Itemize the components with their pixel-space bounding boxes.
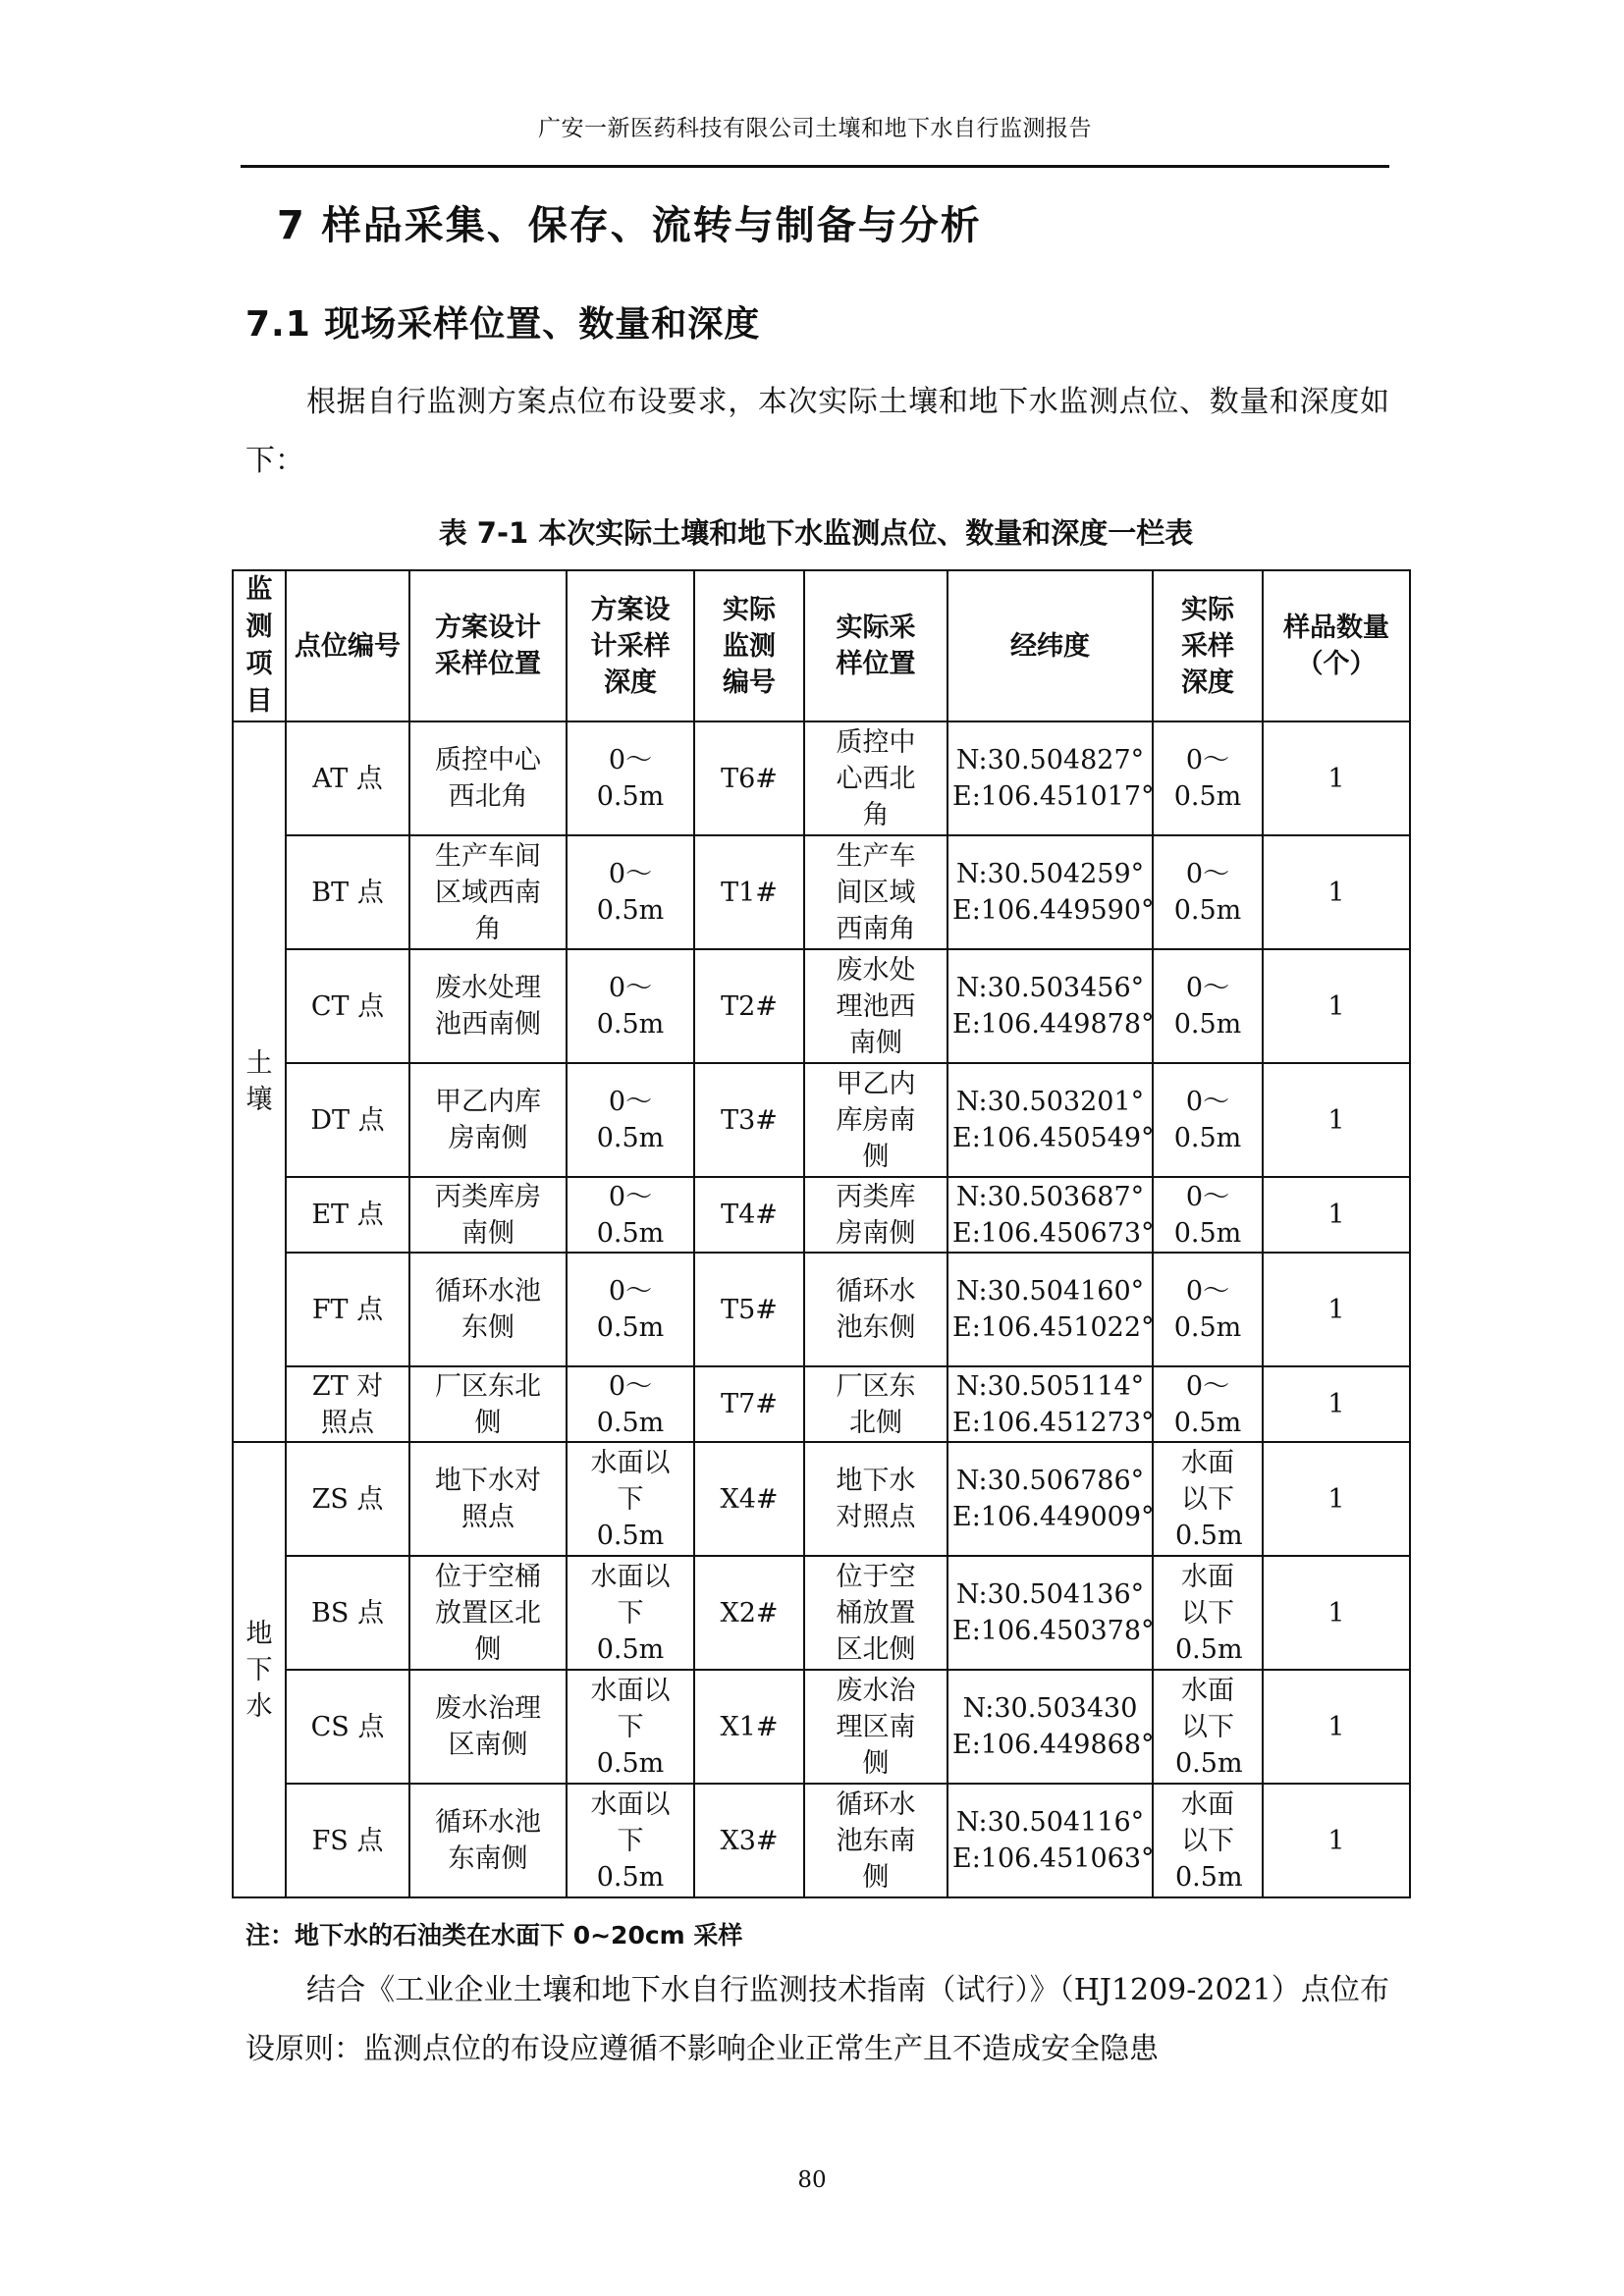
cell-design-depth: 0～0.5m xyxy=(567,1253,694,1366)
cell-design-depth: 水面以下 0.5m xyxy=(567,1556,694,1670)
cell-actual-location: 循环水池东南侧 xyxy=(804,1784,947,1897)
cell-lon: E:106.449009° xyxy=(952,1502,1155,1532)
cell-design-depth: 0～0.5m xyxy=(567,949,694,1063)
table-row xyxy=(233,1063,1410,1177)
cell-actual-depth: 0～0.5m xyxy=(1153,1063,1263,1177)
cell-actual-code: T7# xyxy=(694,1366,804,1442)
cell-point: ZT 对照点 xyxy=(286,1366,409,1442)
cell-coords xyxy=(947,835,1153,949)
cell-count: 1 xyxy=(1263,949,1410,1063)
cell-lat: N:30.503201° xyxy=(955,1087,1145,1117)
cell-point: BS 点 xyxy=(286,1556,409,1670)
cell-actual-code: X1# xyxy=(694,1670,804,1784)
cell-count: 1 xyxy=(1263,1784,1410,1897)
cell-actual-code: X2# xyxy=(694,1556,804,1670)
cell-lat: N:30.504259° xyxy=(955,859,1145,889)
cell-lat: N:30.504116° xyxy=(955,1807,1145,1838)
cell-lat: N:30.506786° xyxy=(955,1466,1145,1496)
header-rule xyxy=(241,165,1389,168)
cell-count: 1 xyxy=(1263,1177,1410,1253)
group-groundwater: 地下水 xyxy=(233,1442,286,1897)
header-actual-code: 实际监测编号 xyxy=(694,570,804,721)
table-row xyxy=(233,835,1410,949)
cell-actual-depth: 0～0.5m xyxy=(1153,949,1263,1063)
cell-actual-code: X3# xyxy=(694,1784,804,1897)
cell-design-location: 厂区东北侧 xyxy=(409,1366,567,1442)
cell-coords xyxy=(947,1177,1153,1253)
cell-design-depth: 0～0.5m xyxy=(567,1177,694,1253)
cell-lon: E:106.450673° xyxy=(952,1217,1155,1249)
cell-lat: N:30.504827° xyxy=(955,745,1145,775)
cell-coords xyxy=(947,1670,1153,1784)
monitoring-table xyxy=(232,569,1411,1898)
cell-lat: N:30.504160° xyxy=(955,1276,1145,1307)
cell-coords xyxy=(947,1253,1153,1366)
chapter-title: 7 样品采集、保存、流转与制备与分析 xyxy=(277,203,982,248)
cell-lon: E:106.451273° xyxy=(952,1407,1155,1438)
cell-actual-location: 质控中心西北角 xyxy=(804,721,947,835)
cell-count: 1 xyxy=(1263,1063,1410,1177)
header-count: 样品数量（个） xyxy=(1263,570,1410,721)
cell-actual-depth: 0～0.5m xyxy=(1153,1366,1263,1442)
cell-lon: E:106.451017° xyxy=(952,781,1155,812)
cell-lat: N:30.504136° xyxy=(955,1579,1145,1610)
cell-lon: E:106.451063° xyxy=(952,1843,1155,1874)
header-actual-depth: 实际采样深度 xyxy=(1153,570,1263,721)
header-coords: 经纬度 xyxy=(947,570,1153,721)
cell-coords xyxy=(947,1366,1153,1442)
cell-actual-location: 循环水池东侧 xyxy=(804,1253,947,1366)
table-row xyxy=(233,1784,1410,1897)
table-row xyxy=(233,1442,1410,1556)
cell-coords xyxy=(947,1063,1153,1177)
cell-count: 1 xyxy=(1263,1366,1410,1442)
cell-point: CT 点 xyxy=(286,949,409,1063)
cell-point: AT 点 xyxy=(286,721,409,835)
cell-lat: N:30.503687° xyxy=(955,1181,1145,1212)
cell-coords xyxy=(947,721,1153,835)
cell-design-location: 丙类库房南侧 xyxy=(409,1177,567,1253)
table-row xyxy=(233,1366,1410,1442)
cell-actual-depth: 0～0.5m xyxy=(1153,1177,1263,1253)
cell-actual-location: 厂区东北侧 xyxy=(804,1366,947,1442)
cell-actual-code: X4# xyxy=(694,1442,804,1556)
header-design-depth: 方案设计采样深度 xyxy=(567,570,694,721)
cell-count: 1 xyxy=(1263,1253,1410,1366)
cell-coords xyxy=(947,949,1153,1063)
table-row xyxy=(233,1253,1410,1366)
cell-design-location: 甲乙内库房南侧 xyxy=(409,1063,567,1177)
cell-actual-location: 地下水对照点 xyxy=(804,1442,947,1556)
cell-point: CS 点 xyxy=(286,1670,409,1784)
cell-actual-location: 废水处理池西南侧 xyxy=(804,949,947,1063)
cell-actual-code: T5# xyxy=(694,1253,804,1366)
intro-paragraph: 根据自行监测方案点位布设要求，本次实际土壤和地下水监测点位、数量和深度如下： xyxy=(245,385,1389,478)
table-row xyxy=(233,949,1410,1063)
cell-lon: E:106.449878° xyxy=(952,1009,1155,1040)
cell-point: DT 点 xyxy=(286,1063,409,1177)
cell-design-location: 位于空桶放置区北侧 xyxy=(409,1556,567,1670)
header-item: 监测项目 xyxy=(233,570,286,721)
table-row xyxy=(233,1177,1410,1253)
page-number: 80 xyxy=(797,2167,827,2193)
cell-actual-code: T6# xyxy=(694,721,804,835)
table-row xyxy=(233,1670,1410,1784)
cell-actual-depth: 水面以下 0.5m xyxy=(1153,1670,1263,1784)
cell-design-location: 循环水池东侧 xyxy=(409,1253,567,1366)
cell-actual-location: 丙类库房南侧 xyxy=(804,1177,947,1253)
cell-design-depth: 水面以下 0.5m xyxy=(567,1670,694,1784)
cell-actual-depth: 水面以下 0.5m xyxy=(1153,1784,1263,1897)
group-soil: 土壤 xyxy=(233,721,286,1442)
cell-actual-depth: 0～0.5m xyxy=(1153,1253,1263,1366)
header-point: 点位编号 xyxy=(286,570,409,721)
cell-actual-depth: 水面以下 0.5m xyxy=(1153,1442,1263,1556)
cell-actual-location: 废水治理区南侧 xyxy=(804,1670,947,1784)
table-row xyxy=(233,1556,1410,1670)
header-design-location: 方案设计采样位置 xyxy=(409,570,567,721)
table-caption: 表 7-1 本次实际土壤和地下水监测点位、数量和深度一栏表 xyxy=(438,516,1194,550)
cell-count: 1 xyxy=(1263,1442,1410,1556)
cell-lon: E:106.451022° xyxy=(952,1312,1155,1343)
cell-design-location: 废水治理区南侧 xyxy=(409,1670,567,1784)
cell-design-location: 生产车间区域西南角 xyxy=(409,835,567,949)
page-header: 广安一新医药科技有限公司土壤和地下水自行监测报告 xyxy=(538,116,1092,141)
cell-point: ZS 点 xyxy=(286,1442,409,1556)
cell-design-location: 循环水池东南侧 xyxy=(409,1784,567,1897)
body-paragraph: 结合《工业企业土壤和地下水自行监测技术指南（试行）》（HJ1209-2021）点位布设原则：监测点位的布设应遵循不影响企业正常生产且不造成安全隐患 xyxy=(245,1973,1389,2066)
header-actual-location: 实际采样位置 xyxy=(804,570,947,721)
cell-design-depth: 0～0.5m xyxy=(567,1366,694,1442)
cell-coords xyxy=(947,1784,1153,1897)
cell-lat: N:30.505114° xyxy=(955,1370,1145,1402)
cell-actual-location: 生产车间区域西南角 xyxy=(804,835,947,949)
cell-actual-location: 甲乙内库房南侧 xyxy=(804,1063,947,1177)
cell-actual-code: T1# xyxy=(694,835,804,949)
table-row xyxy=(233,721,1410,835)
cell-lon: E:106.450378° xyxy=(952,1616,1155,1646)
cell-count: 1 xyxy=(1263,721,1410,835)
table-header-row xyxy=(233,570,1410,721)
cell-point: FS 点 xyxy=(286,1784,409,1897)
cell-actual-depth: 水面以下 0.5m xyxy=(1153,1556,1263,1670)
cell-design-depth: 水面以下 0.5m xyxy=(567,1784,694,1897)
cell-lon: E:106.450549° xyxy=(952,1123,1155,1153)
cell-actual-depth: 0～0.5m xyxy=(1153,721,1263,835)
cell-actual-code: T3# xyxy=(694,1063,804,1177)
cell-actual-code: T4# xyxy=(694,1177,804,1253)
cell-lon: E:106.449868° xyxy=(952,1730,1155,1760)
cell-count: 1 xyxy=(1263,1670,1410,1784)
section-title: 7.1 现场采样位置、数量和深度 xyxy=(245,304,761,345)
cell-point: BT 点 xyxy=(286,835,409,949)
cell-lat: N:30.503430 xyxy=(962,1693,1138,1724)
cell-actual-code: T2# xyxy=(694,949,804,1063)
cell-lon: E:106.449590° xyxy=(952,895,1155,926)
cell-design-depth: 0～0.5m xyxy=(567,1063,694,1177)
cell-coords xyxy=(947,1442,1153,1556)
cell-actual-depth: 0～0.5m xyxy=(1153,835,1263,949)
cell-design-location: 地下水对照点 xyxy=(409,1442,567,1556)
cell-design-depth: 0～0.5m xyxy=(567,835,694,949)
cell-design-depth: 0～0.5m xyxy=(567,721,694,835)
cell-count: 1 xyxy=(1263,1556,1410,1670)
cell-actual-location: 位于空桶放置区北侧 xyxy=(804,1556,947,1670)
cell-point: FT 点 xyxy=(286,1253,409,1366)
cell-design-depth: 水面以下 0.5m xyxy=(567,1442,694,1556)
cell-design-location: 废水处理池西南侧 xyxy=(409,949,567,1063)
cell-coords xyxy=(947,1556,1153,1670)
table-note: 注：地下水的石油类在水面下 0~20cm 采样 xyxy=(245,1921,743,1949)
cell-point: ET 点 xyxy=(286,1177,409,1253)
cell-count: 1 xyxy=(1263,835,1410,949)
cell-design-location: 质控中心西北角 xyxy=(409,721,567,835)
cell-lat: N:30.503456° xyxy=(955,973,1145,1003)
